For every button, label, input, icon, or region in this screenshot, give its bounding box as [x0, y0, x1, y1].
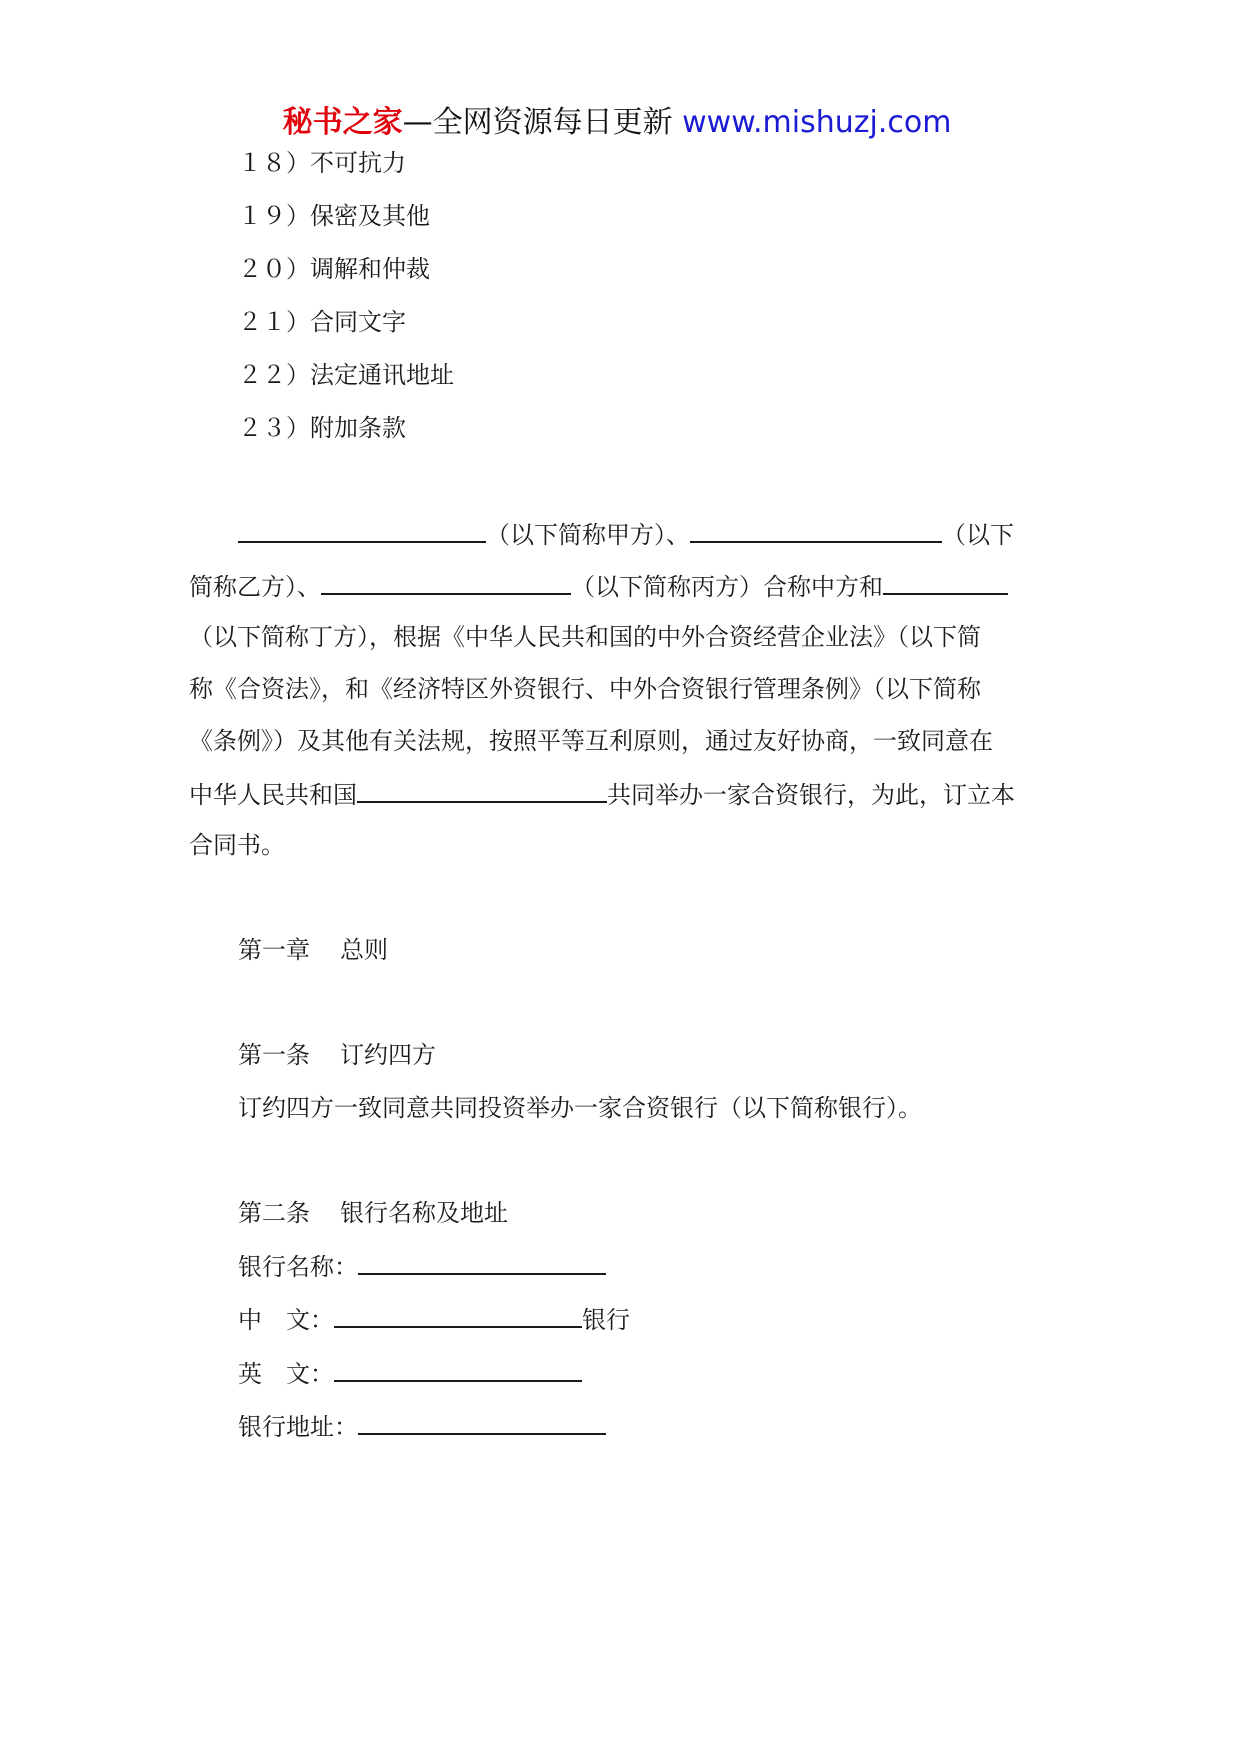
- article-number: 第二条: [238, 1199, 310, 1227]
- english-name-label: 英 文：: [238, 1360, 334, 1388]
- preamble-line-1: [238, 517, 1014, 551]
- party-a-blank[interactable]: [238, 517, 486, 543]
- bank-name-blank[interactable]: [358, 1249, 606, 1275]
- chapter-number: 第一章: [238, 936, 310, 964]
- site-url-link[interactable]: www.mishuzj.com: [682, 105, 952, 140]
- chapter-heading: [238, 934, 388, 966]
- preamble-line-7: 合同书。: [189, 831, 285, 859]
- list-item: ２３）附加条款: [238, 414, 406, 442]
- location-blank[interactable]: [357, 777, 607, 803]
- preamble-text: 简称乙方）、: [189, 573, 321, 601]
- preamble-text: 共同举办一家合资银行，为此，订立本: [607, 781, 1015, 809]
- article-heading: [238, 1039, 436, 1071]
- header-tagline: —全网资源每日更新: [402, 105, 683, 140]
- list-item: ２１）合同文字: [238, 308, 406, 336]
- chinese-name-label: 中 文：: [238, 1306, 334, 1334]
- article-number: 第一条: [238, 1041, 310, 1069]
- list-item: １９）保密及其他: [238, 202, 430, 230]
- bank-name-label: 银行名称：: [238, 1253, 358, 1281]
- brand-name: 秘书之家: [282, 105, 403, 140]
- list-item: １８）不可抗力: [238, 149, 406, 177]
- bank-address-row: [238, 1409, 606, 1443]
- preamble-text: （以下简称丙方）合称中方和: [571, 573, 883, 601]
- preamble-line-4: 称《合资法》，和《经济特区外资银行、中外合资银行管理条例》（以下简称: [189, 675, 981, 703]
- preamble-text: （以下简称甲方）、: [486, 521, 690, 549]
- site-header-banner: [0, 103, 1234, 143]
- preamble-line-3: （以下简称丁方），根据《中华人民共和国的中外合资经营企业法》（以下简: [189, 623, 981, 651]
- english-name-row: [238, 1356, 582, 1390]
- article-title: 银行名称及地址: [340, 1199, 508, 1227]
- party-d-blank[interactable]: [883, 569, 1008, 595]
- list-item: ２０）调解和仲裁: [238, 255, 430, 283]
- chinese-name-blank[interactable]: [334, 1302, 582, 1328]
- bank-address-label: 银行地址：: [238, 1413, 358, 1441]
- list-item: ２２）法定通讯地址: [238, 361, 454, 389]
- preamble-line-5: 《条例》）及其他有关法规，按照平等互利原则，通过友好协商，一致同意在: [189, 727, 993, 755]
- chinese-name-suffix: 银行: [582, 1306, 630, 1334]
- bank-address-blank[interactable]: [358, 1409, 606, 1435]
- party-b-blank[interactable]: [690, 517, 942, 543]
- preamble-line-2: [189, 569, 1008, 603]
- party-c-blank[interactable]: [321, 569, 571, 595]
- preamble-text: （以下: [942, 521, 1014, 549]
- chinese-name-row: [238, 1302, 630, 1336]
- bank-name-row: [238, 1249, 606, 1283]
- english-name-blank[interactable]: [334, 1356, 582, 1382]
- preamble-text: 中华人民共和国: [189, 781, 357, 809]
- preamble-line-6: [189, 777, 1015, 811]
- chapter-title: 总则: [340, 936, 388, 964]
- article-title: 订约四方: [340, 1041, 436, 1069]
- article-body: 订约四方一致同意共同投资举办一家合资银行（以下简称银行）。: [238, 1094, 922, 1122]
- article-heading: [238, 1197, 508, 1229]
